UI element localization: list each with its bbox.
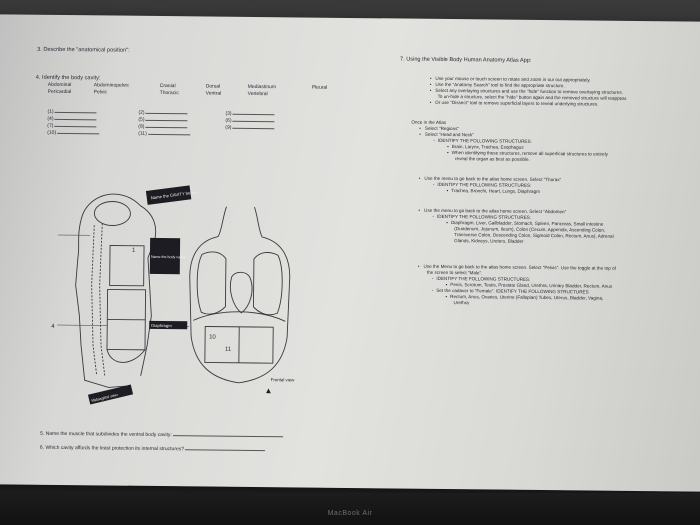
thoracic-region-box xyxy=(110,245,144,285)
tag-frontal-text: Frontal view xyxy=(270,377,295,383)
question-5: 5. Name the muscle that subdivides the ventral body cavity: xyxy=(40,429,283,440)
blank-11: (11) xyxy=(138,129,190,138)
laptop-brand-label: MacBook Air xyxy=(327,510,373,517)
abdomen-structures-1: ▪ Diaphragm, Liver, Gallbladder, Stomach, Spleen, Pancreas, Small intestine xyxy=(446,220,603,227)
tag-body-text: Name the body cavity xyxy=(150,254,186,260)
q7-bullet-2: • Use the "Anatomy Search" tool to find the appropriate structure. xyxy=(430,82,565,89)
blank-9: (9) xyxy=(225,123,274,132)
pelvis-step: • Use the Menu to go back to the atlas home screen. Select "Pelvis". Use the toggle at the top of xyxy=(418,264,616,272)
body-cavity-figure xyxy=(48,165,350,408)
abdomen-structures-3: Transverse Colon, Descending Colon, Sigmoid Colon, Rectum, Anus), Adrenal xyxy=(454,232,614,239)
q7-bullet-3-cont: To un-hide a structure, select the "hide" button again and the removed structure will reappear. xyxy=(437,93,628,101)
frontal-arrow: ▲ xyxy=(264,386,273,396)
blank-7: (7) xyxy=(47,121,96,130)
identify-thorax: ◦ IDENTIFY THE FOLLOWING STRUCTURES: xyxy=(433,182,532,189)
male-structures: ▪ Penis, Scrotum, Testis, Prostate Gland, Urethra, Urinary Bladder, Rectum, Anus xyxy=(446,282,612,289)
blank-8: (8) xyxy=(138,122,187,131)
cavity-ventral: Ventral xyxy=(205,90,222,97)
right-lung xyxy=(253,252,282,315)
female-step: ◦ Set the cadaver to "Female". IDENTIFY THE FOLLOWING STRUCTURES xyxy=(432,288,589,295)
cavity-abdominopelvic: Abdominopelvic xyxy=(93,82,130,89)
heart xyxy=(230,272,252,313)
cranial-cavity xyxy=(94,201,130,225)
blank-2: (2) xyxy=(138,108,187,117)
midsagittal-back-outline xyxy=(139,206,156,376)
head-structures: ▪ Brain, Larynx, Trachea, Esophagus xyxy=(447,144,523,150)
q7-bullet-4: • Or use "Dissect" tool to remove superficial layers to reveal underlying structures. xyxy=(430,100,599,107)
frontal-neck xyxy=(218,207,262,237)
abdomen-structures-2: (Duodenum, Jejunum, Ileum), Colon (Cecum, Appendix, Ascending Colon, xyxy=(454,226,606,233)
female-structures: ▪ Rectum, Anus, Ovaries, Uterine (Fallopian) Tubes, Uterus, Bladder, Vagina, xyxy=(446,294,604,301)
laptop-bezel xyxy=(0,493,700,525)
worksheet-paper xyxy=(0,14,700,492)
blank-4: (4) xyxy=(47,114,96,123)
vertebral-canal xyxy=(91,225,99,375)
blank-3: (3) xyxy=(225,109,274,118)
blank-1: (1) xyxy=(47,107,96,116)
cavity-pelvic: Pelvic xyxy=(93,89,108,96)
blank-6: (6) xyxy=(225,116,274,125)
cavity-mediastinum: Mediastinum xyxy=(247,83,277,91)
cavity-abdominal: Abdominal xyxy=(47,81,72,89)
identify-head: ◦ IDENTIFY THE FOLLOWING STRUCTURES: xyxy=(433,138,532,145)
label-1: 1 xyxy=(131,247,136,254)
blank-5: (5) xyxy=(138,115,187,124)
identify-abdomen: ◦ IDENTIFY THE FOLLOWING STRUCTURES: xyxy=(432,214,531,221)
cavity-thoracic: Thoracic xyxy=(159,89,179,97)
thorax-structures: ▪ Trachea, Bronchi, Heart, Lungs, Diaphragm xyxy=(447,188,540,195)
label-10: 10 xyxy=(209,334,216,341)
head-note-cont: reveal the organ as best as possible. xyxy=(454,156,530,162)
label-11: 11 xyxy=(224,346,232,353)
question-7-title: 7. Using the Visible Body Human Anatomy Atlas App: xyxy=(399,56,532,64)
select-regions: • Select "Regions" xyxy=(419,126,459,132)
thorax-step: • Use the menu to go back to the atlas home screen. Select "Thorax" xyxy=(419,176,561,183)
cavity-dorsal: Dorsal xyxy=(205,83,221,90)
abdomen-structures-4: Glands, Kidneys, Ureters, Bladder xyxy=(454,238,524,244)
q7-bullet-1: • Use your mouse or touch screen to rotate and zoom in our out appropriately. xyxy=(430,76,591,83)
diaphragm-line xyxy=(193,311,285,321)
cavity-cranial: Cranial xyxy=(159,82,176,90)
identify-male: ◦ IDENTIFY THE FOLLOWING STRUCTURES: xyxy=(432,276,531,283)
frontal-torso-outline xyxy=(189,236,291,383)
label-4: 4 xyxy=(51,323,55,330)
head-note: ▪ When identifying these structures, remove all superficial structures to entirely xyxy=(447,150,608,157)
question-3: 3. Describe the "anatomical position": xyxy=(37,46,130,54)
female-structures-cont: Urethra xyxy=(453,300,469,306)
tag-diaphragm-text: Diaphragm xyxy=(151,322,172,329)
cavity-pericardial: Pericardial xyxy=(47,88,72,96)
tag-midsagittal-text: Midsagittal view xyxy=(91,392,119,404)
q7-bullet-3: • Select any overlaying structures and use the "hide" function to remove overlaying structures. xyxy=(430,88,623,96)
tag-top-text: Name the CAVITY below xyxy=(150,189,197,201)
abdomen-step: • Use the menu to go back to the atlas home screen. Select "Abdomen" xyxy=(418,208,566,215)
question-4-title: 4. Identify the body cavity: xyxy=(35,74,101,82)
cavity-vertebral: Vertebral xyxy=(247,90,268,98)
pelvis-step-cont: the screen to select "Male". xyxy=(426,269,483,276)
atlas-intro: Once in the Atlas xyxy=(411,119,447,125)
blank-10: (10) xyxy=(47,128,99,137)
left-lung xyxy=(197,252,226,315)
question-6: 6. Which cavity affords the least protection its internal structures? xyxy=(40,443,265,454)
cavity-pleural: Pleural xyxy=(311,84,328,91)
select-head-neck: • Select "Head and Neck" xyxy=(419,132,474,138)
